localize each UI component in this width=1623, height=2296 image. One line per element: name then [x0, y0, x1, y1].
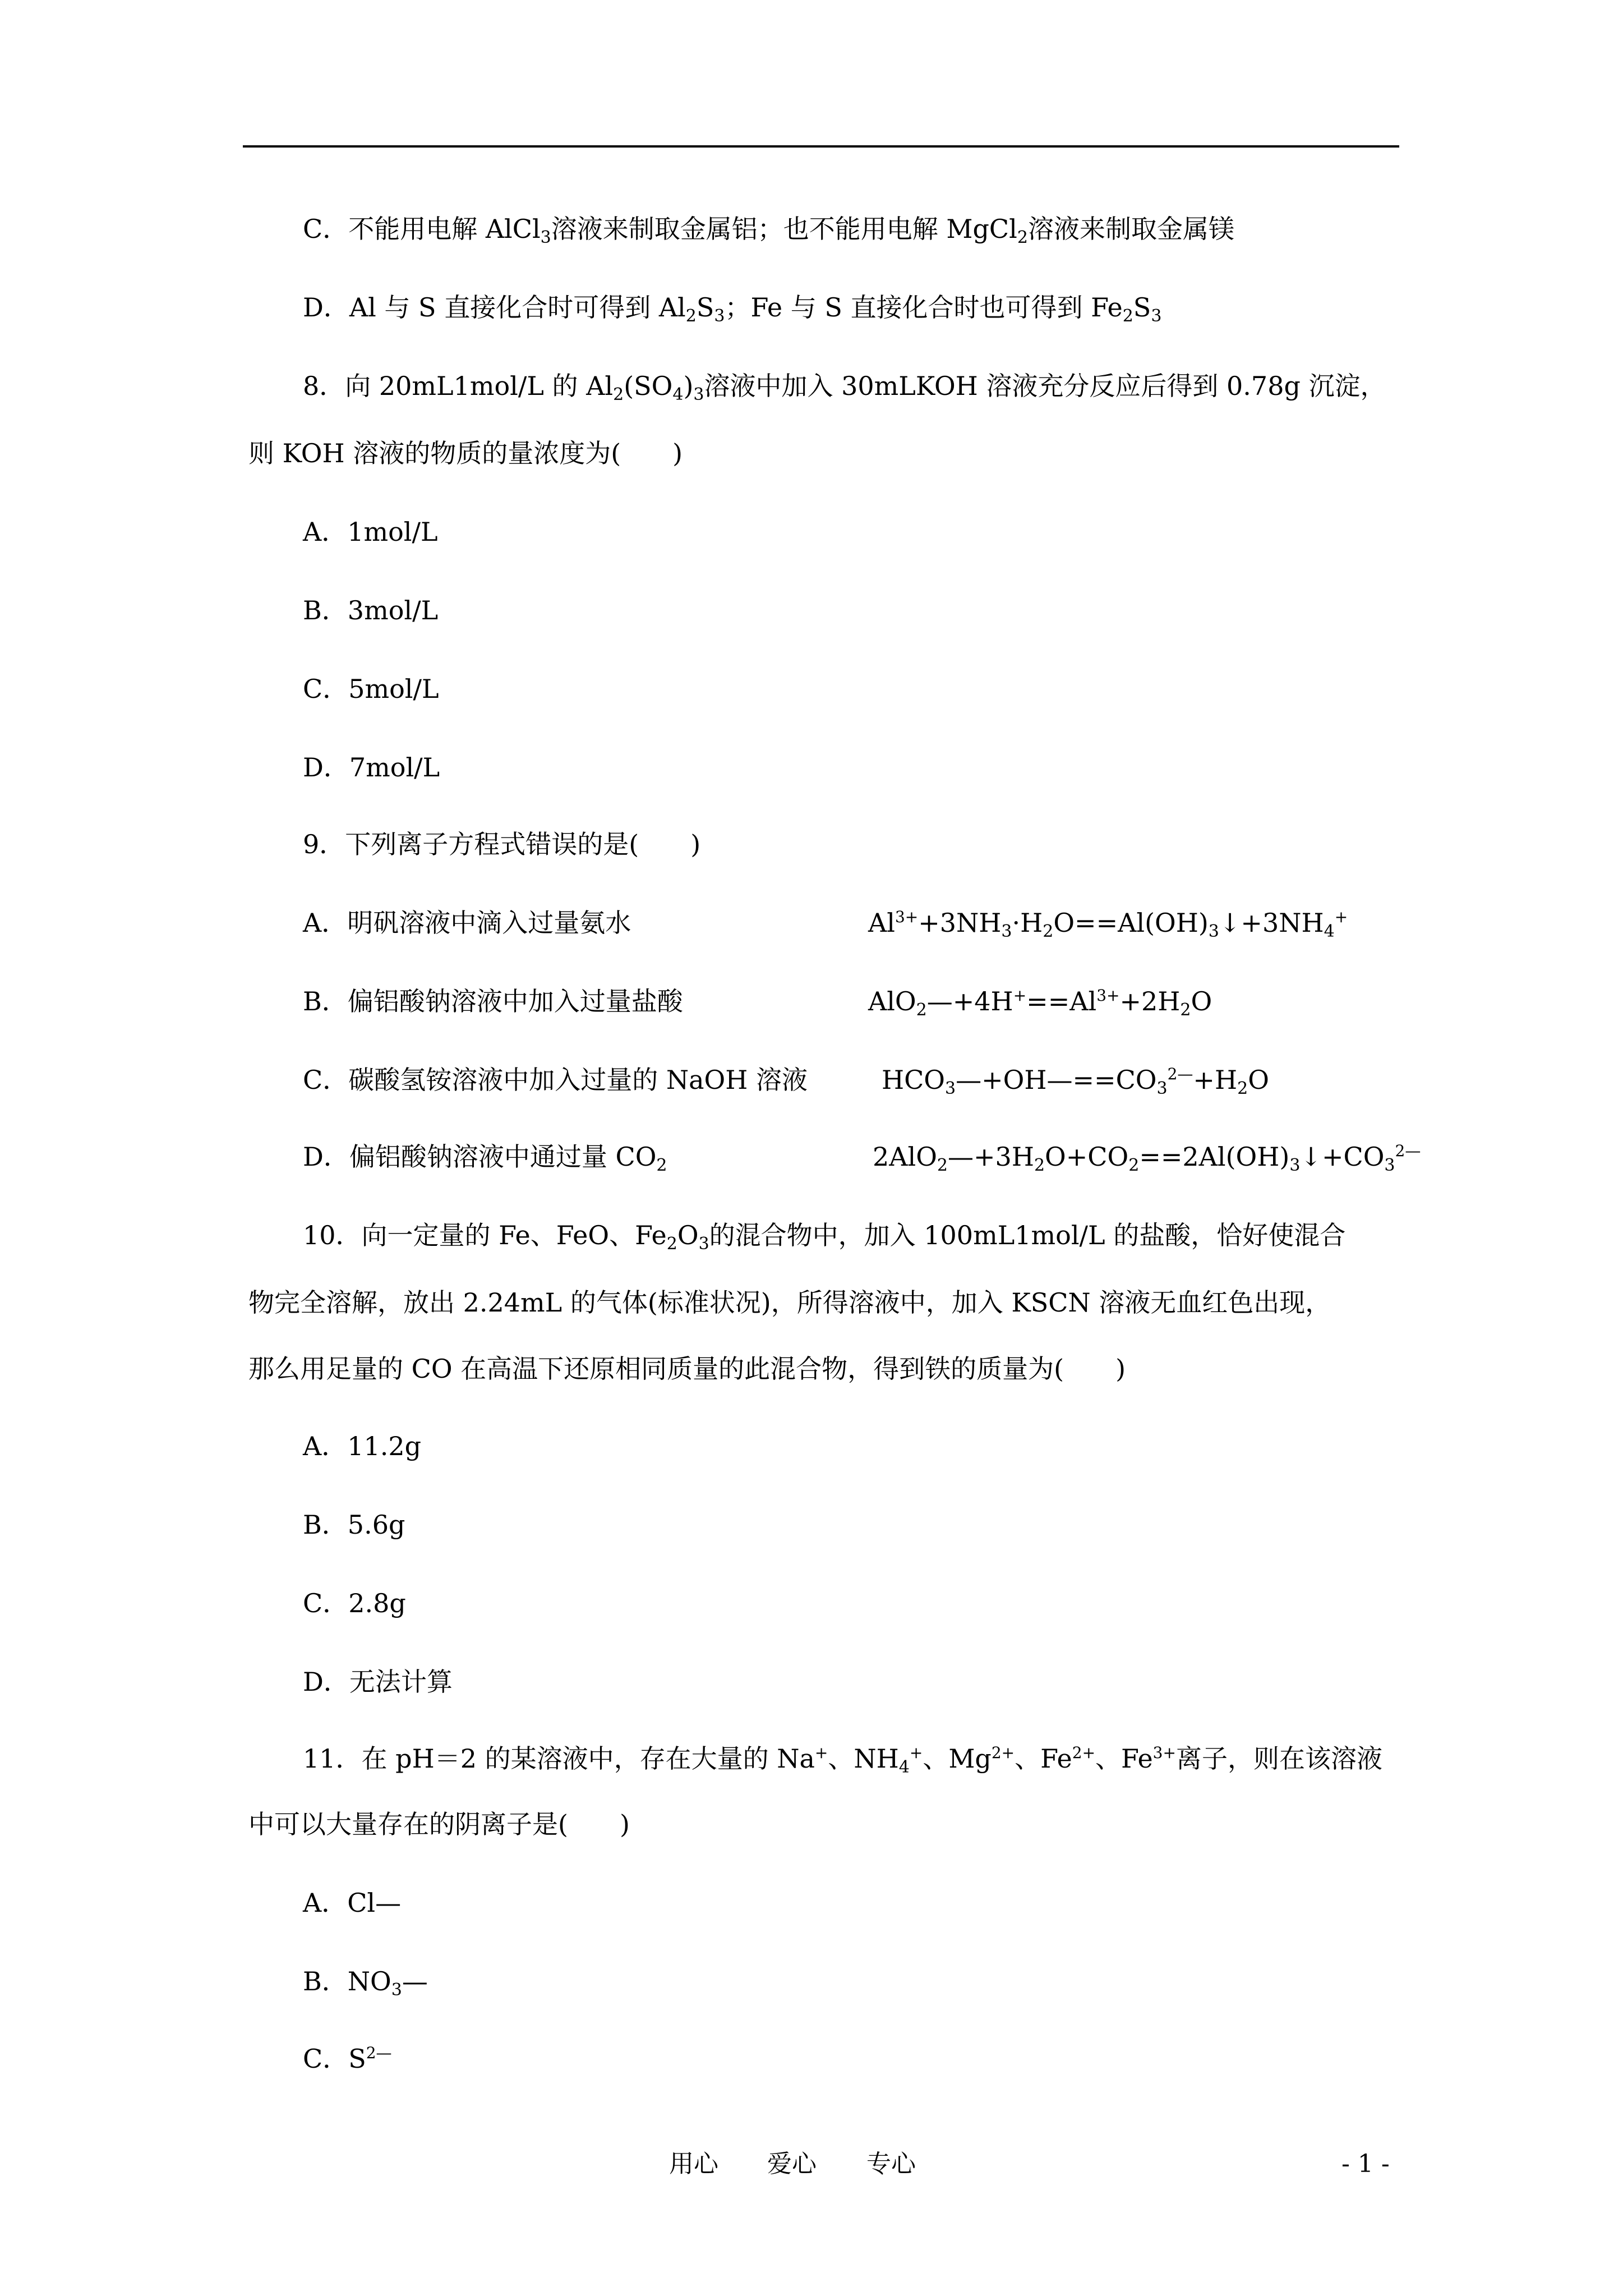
footer-motto-3: 专心 — [866, 2150, 916, 2178]
q11-option-c: C．$S^{2—}$ — [303, 2044, 392, 2074]
q9-stem: 9．下列离子方程式错误的是( ) — [303, 829, 701, 859]
q11-option-b: B．$NO_3—$ — [303, 1966, 428, 2000]
q10-stem-line2: 物完全溶解，放出 2.24mL 的气体(标准状况)，所得溶液中，加入 KSCN 溶液无血红色出现， — [248, 1287, 1331, 1318]
q10-stem-line3: 那么用足量的 CO 在高温下还原相同质量的此混合物，得到铁的质量为( ) — [248, 1354, 1126, 1384]
q9-option-c-label: C．碳酸氢铵溶液中加入过量的 NaOH 溶液 — [303, 1065, 808, 1095]
q7-option-c: C．不能用电解 AlCl$_3$溶液来制取金属铝；也不能用电解 MgCl$_2$溶液来制取金属镁 — [303, 214, 1234, 247]
q10-option-c: C．2.8g — [303, 1588, 406, 1618]
q8-stem-line2: 则 KOH 溶液的物质的量浓度为( ) — [248, 438, 683, 468]
q9-option-a-equation: $Al^{3+}+3NH_3\cdot H_2O==Al(OH)_3↓+3NH_4^+$ — [868, 908, 1348, 941]
q7-option-d: D．Al 与 S 直接化合时可得到 $Al_2S_3$；Fe 与 S 直接化合时也可得到 $Fe_2S_3$ — [303, 292, 1162, 326]
footer-motto-1: 用心 — [669, 2150, 718, 2178]
q9-option-d-equation: $2AlO_2—+3H_2O+CO_2==2Al(OH)_3↓+CO_3^{2—}$ — [873, 1142, 1421, 1175]
q11-option-a: A．Cl— — [303, 1888, 402, 1918]
q9-option-a-label: A．明矾溶液中滴入过量氨水 — [303, 908, 631, 938]
page-number: - 1 - — [1341, 2150, 1390, 2178]
q11-stem-line2: 中可以大量存在的阴离子是( ) — [248, 1809, 630, 1839]
q10-option-b: B．5.6g — [303, 1510, 405, 1540]
q10-option-a: A．11.2g — [303, 1431, 422, 1461]
q9-option-b-equation: $AlO_2—+4H^+==Al^{3+}+2H_2O$ — [868, 986, 1212, 1020]
q9-option-c-equation: $HCO_3—+OH—==CO_3^{2—}+H_2O$ — [882, 1065, 1269, 1098]
q8-option-a: A．1mol/L — [303, 517, 438, 547]
q10-option-d: D．无法计算 — [303, 1667, 453, 1697]
q8-stem-line1: 8．向 20mL1mol/L 的 $Al_2(SO_4)_3$溶液中加入 30mLKOH 溶液充分反应后得到 0.78g 沉淀， — [303, 371, 1386, 404]
footer-motto-2: 爱心 — [767, 2150, 817, 2178]
q8-option-d: D．7mol/L — [303, 752, 440, 783]
q9-option-d-label: D．偏铝酸钠溶液中通过量 $CO_2$ — [303, 1142, 667, 1175]
q11-stem-line1: 11．在 pH＝2 的某溶液中，存在大量的 Na+、$NH_4^+$、$Mg^{2+}$、$Fe^{2+}$、$Fe^{3+}$离子，则在该溶液 — [303, 1743, 1382, 1777]
q8-option-b: B．3mol/L — [303, 595, 439, 625]
header-rule — [243, 145, 1399, 148]
q9-option-b-label: B．偏铝酸钠溶液中加入过量盐酸 — [303, 986, 683, 1016]
q8-option-c: C．5mol/L — [303, 674, 439, 704]
q10-stem-line1: 10．向一定量的 Fe、FeO、$Fe_2O_3$的混合物中，加入 100mL1mol/L 的盐酸，恰好使混合 — [303, 1220, 1346, 1254]
